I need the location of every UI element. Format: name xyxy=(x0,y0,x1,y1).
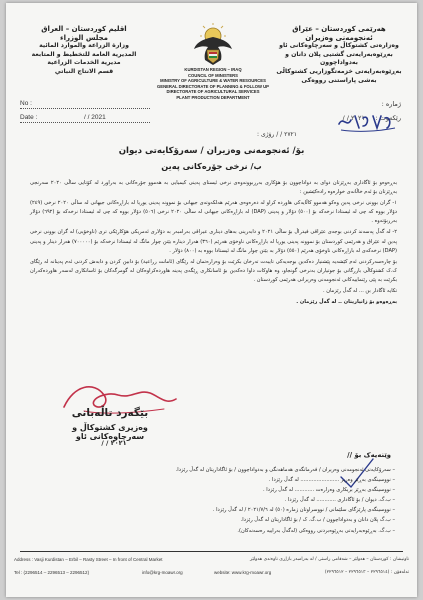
signatory-name: بێگەرد تاڵەبانی xyxy=(71,407,149,419)
signatory-title: وەزیری کشتوکاڵ و سەرچاوەکانی ئاو xyxy=(72,423,148,441)
number-line-en xyxy=(20,108,150,109)
footer-phone-en: Tel : (2296514 – 2296513 – 2296512) xyxy=(14,570,90,575)
document-page xyxy=(6,3,417,597)
header-arabic-line1: اقليم كوردستان – العراق xyxy=(41,25,127,33)
body-paragraph-4: تکایە ئاگادار بن ... لە گەڵ رێزمان . xyxy=(323,288,397,295)
footer-contact-row xyxy=(14,566,409,579)
cc-item: – سەرۆکایەتی ئەنجومەنی وەزیران / فەرمانگەی هەماهەنگی و بەدواداچوون / بۆ ئاگاداریتان لە گەڵ رێزدا. xyxy=(116,465,395,475)
number-label-en: No : xyxy=(20,100,32,107)
handwritten-number-icon xyxy=(335,110,399,134)
date-value-ku: ٢٠٢١ / / xyxy=(342,114,365,122)
cc-item: – ب.گ. بەڕێوەبەرایەتی بەڕێوەبردنی رووەکی (لەگەڵ بەراییە رەسەنەکان). xyxy=(116,526,395,536)
body-paragraph-1: ١- گران بوونی نرخی پەین وەکو هەموو کاڵایەکی هاوردە کراو لە دەرەوەی هەرێم هەلکەوتەی جیهانی بۆ نموونە پەینی یوریا لە بازاڕەکانی جیهانی لە ساڵی ٢٠٢٠ نرخی (٢٤٩) دۆلار بووە کە چی لە ئیستادا نرخەکە بۆ (٥٠٠) دۆلار و پەینی (DAP) لە بازاڕەکانی جیهانی لە ساڵی ٢٠٢٠ نرخی (٥٠٦) دۆلار بووە کە چی لە ئیستادا نرخەکە بۆ (٦٩٢) دۆلار بەرزبۆتەوە . xyxy=(30,200,397,225)
header-english-line5: DIRECTORATE OF AGRICULTURAL SERVICES xyxy=(166,89,260,95)
body-paragraph-2: ٢- لە گەڵ پەسەند کردنی بوجەی عێراقی فیدراڵ بۆ ساڵی ٢٠٢١ و دابەزینی بەهای دیناری عیراقی بەرامبەر بە دۆلاری ئەمریکی هۆکارێکی تری (ناوخۆیی) لە گران بوونی نرخی پەین لە عێراق و هەرێمی کوردستان بۆ نموونە پەینی یوریا لە بازاڕەکانی ناوخۆی هەرێم (٣٦٠) هەزار دینارە بێتن چوار مانگ لە ئیستادا نرخەکە بۆ (٧٠٠٠٠٠) هەزار دینار و پەینی (DAP) نرخەکەی لە بازاڕەکانی ناوخۆی هەرێم (٥٥٠) دۆلار بە بێتن چوار مانگ لە ئیستادا بووە بە (٨٠٠) دۆلار . xyxy=(30,229,397,254)
header-arabic-line2: مجلس الوزراء xyxy=(59,33,109,42)
header-english-line2: COUNCIL OF MINISTERS xyxy=(188,72,238,78)
header-kurdish xyxy=(269,25,409,85)
header-kurdish-line4: بەڕێوەبەرایەتی گشتیی پلان دانان و بەدواداچوون xyxy=(285,50,393,67)
kurdistan-emblem-icon xyxy=(191,23,235,67)
cc-item: – نووسینگەی بەڕێز وەزیر ........................ لە گەڵ رێزدا . xyxy=(116,475,395,485)
date-label-ku: رێکەوت : xyxy=(375,114,401,122)
signatory-date: ٢٠٢١ / / xyxy=(101,439,127,447)
header-kurdish-line5: بەڕێوەبەرایەتی خزمەتگوزاریی کشتوکاڵی xyxy=(276,67,402,75)
date-value-en: / / 2021 xyxy=(84,114,106,121)
footer-website: website: www.krg-moawr.org xyxy=(214,570,272,575)
letter-body xyxy=(30,179,397,309)
header-kurdish-line6: بەشی پاراستنی رووەکی xyxy=(301,76,377,84)
date-line-en xyxy=(20,122,150,123)
cc-title: وێنەیەک بۆ // xyxy=(347,451,391,459)
number-label-ku: ژمارە : xyxy=(381,100,401,108)
footer-address-row xyxy=(14,553,409,566)
header-english-line1: KURDISTAN REGION – IRAQ xyxy=(184,67,242,72)
header-english-line4: GENERAL DIRECTORATE OF PLANNING & FOLLOW UP xyxy=(157,83,269,89)
cc-item: – ب.گ پلان دانان و بەدواداچوون / ب.گ. ک / بۆ ئاگاداریتان لە گەڵ رێزدا. xyxy=(116,515,395,525)
footer-phone-ku: تەلەفۆن : (٢٢٩٦٥١٤ – ٢٢٩٦٥١٣ – ٢٢٩٦٥١٢) xyxy=(324,570,409,575)
header-english-line3: MINISTRY OF AGRICULTURE & WATER RESOURCES xyxy=(160,78,266,84)
header-arabic xyxy=(14,25,154,77)
footer-address-en: Address : Vasji Kurdistan – Erbil – Rasty Street – In front of Central Market xyxy=(14,557,163,562)
body-closing: بەڕەوەو بۆ زانیاریتان .. لە گەڵ رێزمان . xyxy=(296,299,397,306)
date-label-en: Date : xyxy=(20,114,38,121)
kurdish-date: ٢٧٢١ / / رۆژی : xyxy=(257,131,297,138)
footer-email: info@krg-moawr.org xyxy=(142,570,183,575)
cc-item: – نووسینگەی پارێزگای سلێمانی / نووسراوتان ژمارە (٥٠) لە ٢٠٢١/٧/٦ / لە گەڵ رێزدا . xyxy=(116,505,395,515)
cc-list xyxy=(116,465,395,536)
header-arabic-line6: قسم الانتاج النباتي xyxy=(54,67,114,75)
addressee-line: بۆ/ ئەنجومەنی وەزیران / سەرۆکایەتی دیوان xyxy=(118,146,305,156)
body-paragraph-3: بۆ چارەسەرکردنی ئەم کێشەیە پێشنیار دەکەین بوجەیەکی تایبەت تەرخان بکرێت بۆ وەزارەتمان لە رێگای (ئامانت زراعیة) بۆ دابین کردن و دابەش کردنی ئەم پەینانە لە رێگای ک.ک کشتوکاڵی بازرگانی بۆ جوتیاران بەنرخی گونجاو، وە هاوکات داوا دەکەین بۆ ئاسانکاری ڕێگەی پەینە هاوردەکراوەکان لە گومرگەکان بۆ ئاسانکاری لەسەر هاوردەکەران بکرێت بە پێی رێنماییەکانی ئەنجومەنی وەزیرانی هەرێمی کوردستان . xyxy=(30,258,397,283)
header-english xyxy=(136,67,290,101)
header-kurdish-line2: ئەنجومەنی وەزیران xyxy=(305,33,373,42)
header-kurdish-line1: هەرێمی کوردستان – عێراق xyxy=(292,25,386,33)
header-english-line6: PLANT PRODUCTION DEPARTMENT xyxy=(176,94,250,100)
cc-item: – نووسینگەی بەڕێز بریکاری وەزارەت ............ لە گەڵ رێزدا . xyxy=(116,485,395,495)
footer-address-ku: ناونیشان : کوردستان – هەولێر – شەقامی راستی / لە بەرامبەر بازاڕی ناوەندی هەولێر xyxy=(249,557,409,562)
subject-line: ب/ نرخی جۆرەکانی پەین xyxy=(161,161,262,171)
cc-item: – ب.گ. دیوان / بۆ ئاگاداری ............ لە گەڵ رێزدا . xyxy=(116,495,395,505)
header-arabic-line5: مديرية الخدمات الزراعية xyxy=(47,59,121,67)
footer-divider xyxy=(20,551,403,552)
header-kurdish-line3: وەزارەتی کشتوکاڵ و سەرچاوەکانی ئاو xyxy=(279,42,399,50)
header-arabic-line3: وزارة الزراعة والموارد المائية xyxy=(39,42,129,50)
header-arabic-line4: المديرية العامة للتخطيط و المتابعة xyxy=(31,50,137,58)
body-greeting: بەڕەوەو بۆ ئاگاداری بەڕێزتان دوای بە دواداچوون بۆ هۆکاری بەرزبوونەوەی نرخی ئیستای پەینی کیمیایی بە هەموو جۆرەکانی بە بەراورد لە کۆتایی ساڵی ٢٠٢٠ سەرنجی بەڕێزتان بۆ ئەم خاڵانەی خوارەوە رادەکێشین : xyxy=(30,180,397,196)
